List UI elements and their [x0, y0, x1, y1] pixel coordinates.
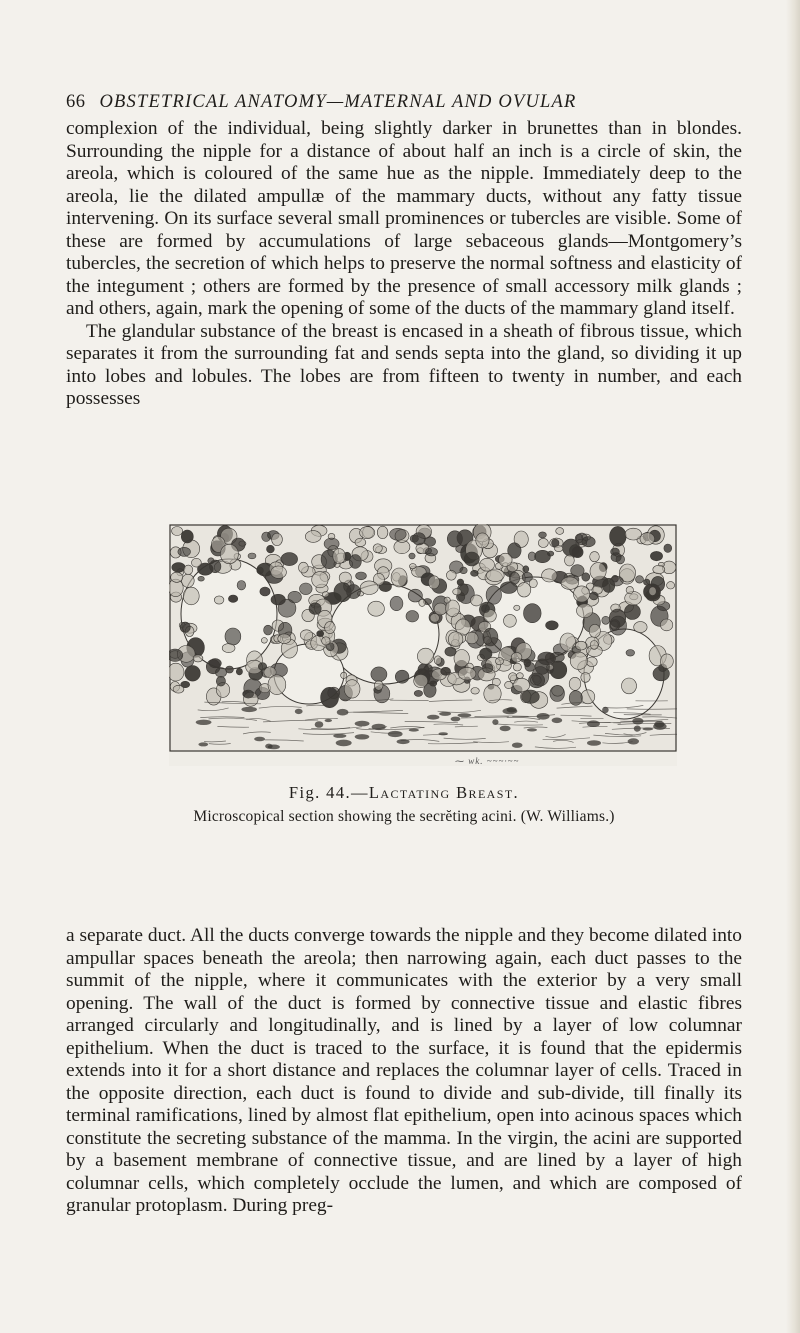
figure-title: —Lactating Breast.: [351, 783, 520, 802]
paragraph-glandular-substance: The glandular substance of the breast is encased in a sheath of fibrous tissue, which separates it from the surrounding fat and sends septa into the gland, so dividing it up into lobes and lobules. The lobes are from fifteen to twenty in number, and each possesses: [66, 320, 742, 409]
paragraph-separate-duct: a separate duct. All the ducts converge towards the nipple and they become dilated into ampullar spaces beneath the areola; then narrowing again, each duct passes to the summit of the nipple, where it communicates with the exterior by a very small opening. The wall of the duct is formed by connective tissue and elastic fibres arranged circularly and longitudinally, and is lined by a layer of low columnar epithelium. When the duct is traced to the surface, it is found that the epidermis extends into it for a short distance and replaces the columnar layer of cells. Traced in the opposite direction, each duct is found to divide and sub-divide, till finally its terminal ramifications, lined by almost flat epithelium, open into acinous spaces which constitute the secreting substance of the mamma. In the virgin, the acini are supported by a basement membrane of connective tissue, and are lined by a layer of high columnar cells, which completely occlude the lumen, and which are composed of granular protoplasm. During preg-: [66, 925, 742, 1216]
microscopic-section-drawing: [169, 524, 677, 766]
page-number: 66: [66, 92, 86, 112]
running-title: OBSTETRICAL ANATOMY—MATERNAL AND OVULAR: [99, 92, 577, 112]
figure-label: Fig. 44.: [288, 783, 351, 802]
text-before-figure: [66, 118, 742, 411]
figure-caption-title: [66, 783, 742, 803]
text-after-figure: [66, 925, 742, 1218]
engraver-signature: ⁓ wk. ~~~·~~: [455, 756, 520, 766]
running-header: [66, 92, 726, 113]
page-edge-shadow: [786, 0, 800, 1333]
figure-lactating-breast-illustration: [169, 524, 677, 766]
figure-caption: Microscopical section showing the secrĕting acini. (W. Williams.): [193, 808, 615, 825]
paragraph-continued: complexion of the individual, being slightly darker in brunettes than in blondes. Surrounding the nipple for a distance of about half an inch is a circle of skin, the areola, which is coloured of the same hue as the nipple. Immediately deep to the areola, lie the dilated ampullæ of the mammary ducts, without any fatty tissue intervening. On its surface several small prominences or tubercles are visible. Some of these are formed by accumulations of large sebaceous glands—Montgomery’s tubercles, the secretion of which helps to preserve the normal softness and elasticity of the integument ; others are formed by the presence of small accessory milk glands ; and others, again, mark the opening of some of the ducts of the mammary gland itself.: [66, 118, 742, 319]
